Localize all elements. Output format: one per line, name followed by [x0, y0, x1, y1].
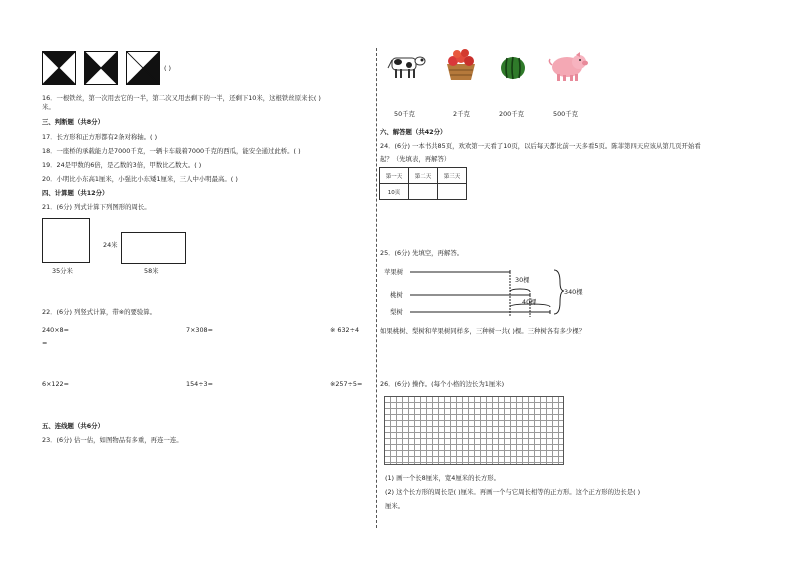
question-26-part-2: (2) 这个长方形的周长是( )厘米。再画一个与它周长相等的正方形。这个正方形的边长是( ): [385, 488, 641, 496]
question-18: 18．一座桥的承载能力是7000千克，一辆卡车载着7000千克的西瓜，能安全通过此桥。( ): [42, 147, 301, 155]
reading-table: [379, 167, 467, 200]
label-340-trees: 340棵: [564, 288, 583, 296]
watermelon-icon: [499, 53, 527, 81]
calc-1: 240×8=: [42, 326, 69, 334]
section-judgement-title: 三、判断题（共8分）: [42, 118, 104, 126]
weight-label-3: 200千克: [499, 110, 524, 118]
question-17: 17．长方形和正方形都有2条对称轴。( ): [42, 133, 158, 141]
calc-3-equals: =: [42, 339, 48, 347]
rectangle-figure: [121, 232, 186, 264]
triangle-square-figure-2: [84, 51, 118, 85]
question-20: 20．小明比小东高1厘米，小强比小东矮1厘米，三人中小明最高。( ): [42, 175, 238, 183]
question-21: 21．(6分) 列式计算下列图形的周长。: [42, 203, 151, 211]
question-19: 19．24是甲数的6倍，是乙数的3倍，甲数比乙数大。( ): [42, 161, 202, 169]
calc-5: 154÷3=: [186, 380, 213, 388]
q15-answer-paren: ( ): [164, 64, 172, 72]
label-30-trees: 30棵: [515, 276, 530, 284]
table-header: 第一天: [380, 168, 409, 184]
calc-3: ※ 632÷4: [330, 326, 360, 334]
rectangle-width-label: 58米: [144, 267, 159, 275]
cow-icon: [386, 50, 426, 82]
question-24: 24．(6分) 一本书共85页，欢欢第一天看了10页，以后每天都比前一天多看5页。陈菲第四天应该从第几页开始看: [380, 142, 701, 150]
table-cell: 10页: [380, 184, 409, 200]
label-40-trees: 40棵: [522, 298, 537, 306]
question-26-part-2-unit: 厘米。: [385, 502, 405, 510]
rectangle-height-label: 24米: [103, 241, 118, 249]
question-25: 25．(6分) 先填空，再解答。: [380, 249, 464, 257]
calc-6: ※257÷5=: [330, 380, 363, 388]
question-26-part-1: (1) 画一个长8厘米，宽4厘米的长方形。: [385, 474, 501, 482]
table-header: 第三天: [438, 168, 467, 184]
column-divider: [376, 48, 377, 528]
question-24-cont: 起？（先填表，再解答）: [380, 155, 451, 163]
table-header: 第二天: [409, 168, 438, 184]
label-apple-trees: 苹果树: [384, 268, 404, 276]
triangle-square-figure-1: [42, 51, 76, 85]
question-16: 16．一根铁丝，第一次用去它的一半，第二次又用去剩下的一半，还剩下10米，这根铁丝原来长( ): [42, 94, 321, 102]
section-calculation-title: 四、计算题（共12分）: [42, 189, 109, 197]
section-matching-title: 五、连线题（共6分）: [42, 422, 104, 430]
question-26: 26．(6分) 操作。(每个小格的边长为1厘米): [380, 380, 505, 388]
question-25-text: 如果桃树、梨树和苹果树同样多，三种树一共( )棵。三种树各有多少棵？: [380, 327, 586, 335]
label-pear-trees: 梨树: [390, 308, 403, 316]
question-22: 22．(6分) 列竖式计算，带※的要验算。: [42, 308, 157, 316]
weight-label-2: 2千克: [453, 110, 470, 118]
fruit-basket-icon: [443, 48, 479, 82]
label-peach-trees: 桃树: [390, 291, 403, 299]
section-problems-title: 六、解答题（共42分）: [380, 128, 447, 136]
calc-2: 7×308=: [186, 326, 213, 334]
weight-label-1: 50千克: [394, 110, 415, 118]
table-cell[interactable]: [409, 184, 438, 200]
calc-4: 6×122=: [42, 380, 69, 388]
square-side-label: 35分米: [52, 267, 73, 275]
question-23: 23．(6分) 估一估，如图物品有多重，再连一连。: [42, 436, 183, 444]
square-figure: [42, 218, 90, 263]
table-cell[interactable]: [438, 184, 467, 200]
pig-icon: [545, 50, 589, 83]
drawing-grid[interactable]: [384, 396, 564, 465]
weight-label-4: 500千克: [553, 110, 578, 118]
question-16-unit: 米。: [42, 103, 55, 111]
triangle-square-figure-3: [126, 51, 160, 85]
